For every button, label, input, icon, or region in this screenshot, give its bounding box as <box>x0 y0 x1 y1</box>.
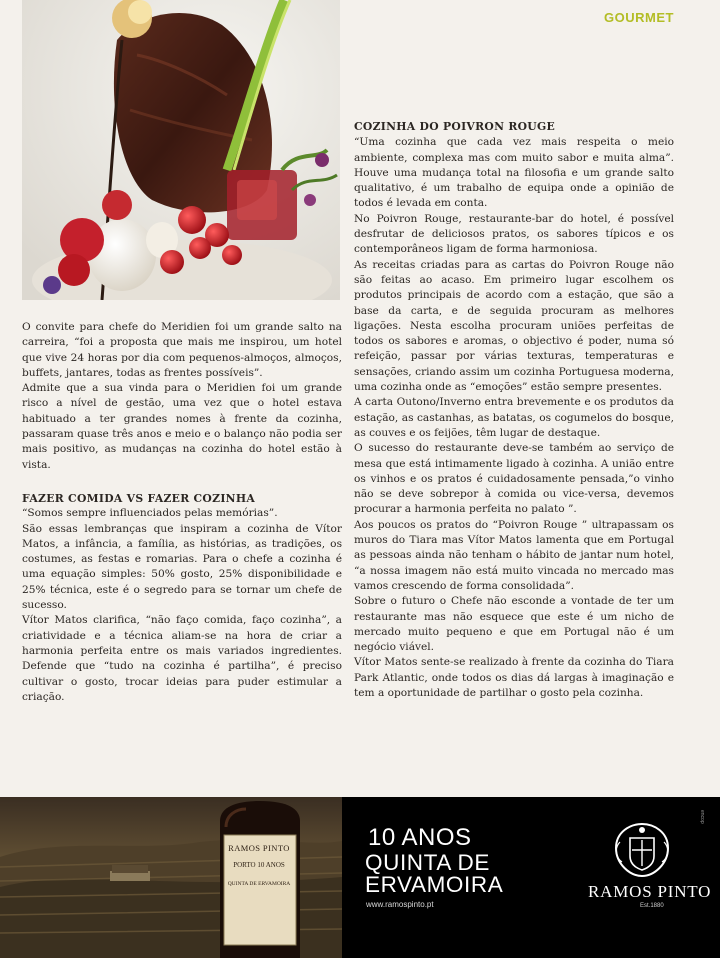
ad-line2: ERVAMOIRA <box>365 872 504 897</box>
paragraph: Sobre o futuro o Chefe não esconde a vontade de ter um restaurante mas não esquece que este é um nicho de mercado muito pequeno e que em Portugal não é um negócio viável. <box>354 595 674 654</box>
paragraph: Aos poucos os pratos do “Poivron Rouge ” ultrapassam os muros do Tiara mas Vítor Matos lamenta que em Portugal as pessoas ainda não tenham o hábito de jantar num hotel, “a nossa imagem não está muito vincada no mercado mas vamos crescendo de forma consolidada”. <box>354 518 674 592</box>
paragraph: Vítor Matos sente-se realizado à frente da cozinha do Tiara Park Atlantic, onde todos os dias dá largas à imaginação e tem a oportunidade de partilhar o gosto pela cozinha. <box>354 656 674 699</box>
paragraph: As receitas criadas para as cartas do Poivron Rouge não são feitas ao acaso. Em primeiro lugar escolhem os produtos principais de acordo com a estação, que são a base da carta, e de seguida procuram as melhores ligações. Nesta escolha procuram uniões perfeitas de todos os sabores e aromas, o objectivo é poder, numa só refeição, passar por várias texturas, temperaturas e sensações, criando assim um cozinha Portuguesa moderna, uma cozinha onde as “emoções” estão sempre presentes. <box>354 258 674 394</box>
section-tag: GOURMET <box>604 10 674 25</box>
brand-logo-text: RAMOS PINTO <box>588 882 712 901</box>
paragraph: O sucesso do restaurante deve-se também ao serviço de mesa que está intimamente ligado à cozinha. A união entre os vinhos e os pratos é cuidadosamente pensada,”o vinho não se deve sobrepor à comida ou vice-versa, devemos procurar a harmonia perfeita no palato ”. <box>354 442 674 516</box>
bottle-label-brand: RAMOS PINTO <box>228 843 290 853</box>
left-column-intro <box>22 320 342 473</box>
ad-website-link[interactable]: www.ramospinto.pt <box>366 900 434 909</box>
paragraph: “Somos sempre influenciados pelas memórias”. <box>22 507 278 520</box>
paragraph: “Uma cozinha que cada vez mais respeita o meio ambiente, complexa mas com muito sabor e muita alma”. Houve uma mudança total na filosofia e um grande salto qualitativo, é um trabalho de equipa onde a opinião de todos é levada em conta. <box>354 136 674 210</box>
ad-line1: QUINTA DE <box>365 850 490 875</box>
section-heading: COZINHA DO POIVRON ROUGE <box>354 120 556 133</box>
left-column-section <box>22 491 342 705</box>
bottle-label-estate: QUINTA DE ERVAMOIRA <box>227 881 291 887</box>
paragraph: O convite para chefe do Meridien foi um grande salto na carreira, “foi a proposta que mais me inspirou, um hotel que vive 24 horas por dia com pequenos-almoços, almoços, buffets, jantares, todas as frentes possíveis”. <box>22 321 342 379</box>
dessert-photo <box>22 0 340 300</box>
ramos-pinto-crest-icon <box>610 822 674 878</box>
photo-credit: encop <box>699 810 705 824</box>
paragraph: São essas lembranças que inspiram a cozinha de Vítor Matos, a infância, a família, as histórias, as tradições, os costumes, as festas e romarias. Para o chefe a cozinha é uma equação simples: 50% gosto, 25% disponibilidade e 25% técnica, este é o segredo para se tornar um chefe de sucesso. <box>22 522 342 612</box>
paragraph: A carta Outono/Inverno entra brevemente e os produtos da estação, as castanhas, as batatas, os cogumelos do bosque, as couves e os feijões, têm lugar de destaque. <box>354 396 674 439</box>
brand-established: Est.1880 <box>640 903 664 909</box>
bottle-label-type: PORTO 10 ANOS <box>233 861 285 869</box>
paragraph: No Poivron Rouge, restaurante-bar do hotel, é possível desfrutar de deliciosos pratos, os sabores típicos e os contemporâneos ligam de forma harmoniosa. <box>354 212 674 256</box>
section-heading: FAZER COMIDA VS FAZER COZINHA <box>22 492 256 505</box>
ad-years: 10 ANOS <box>368 824 472 851</box>
port-bottle-image <box>212 801 308 958</box>
paragraph: Vítor Matos clarifica, “não faço comida, faço cozinha”, a criatividade e a técnica aliam-se na hora de criar a harmonia perfeita entre os mais variados ingredientes. Defende que “tudo na cozinha é partilha”, é preciso cultivar o gosto, trocar ideias para puder estimular a criação. <box>22 614 342 703</box>
right-column <box>354 119 674 701</box>
paragraph: Admite que a sua vinda para o Meridien foi um grande risco a nível de gestão, uma vez que o hotel estava habituado a ter grandes nomes à frente da cozinha, passaram quase três anos e meio e o balanço não podia ser mais positivo, as mudanças na cozinha do hotel estão à vista. <box>22 382 342 471</box>
